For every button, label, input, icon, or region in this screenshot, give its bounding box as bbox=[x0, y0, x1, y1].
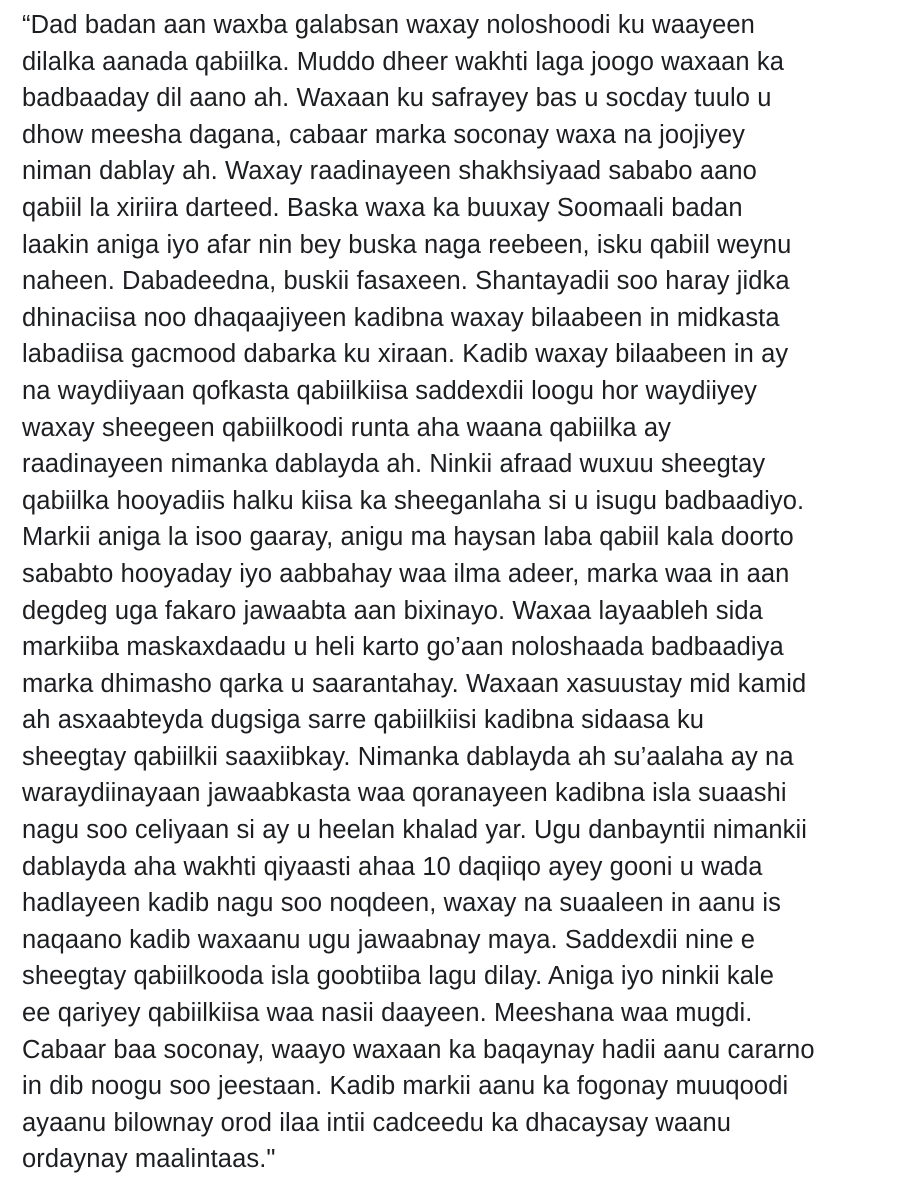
post-text-line: degdeg uga fakaro jawaabta aan bixinayo. Waxaa layaableh sida bbox=[22, 596, 763, 625]
post-text-line: dhow meesha dagana, cabaar marka soconay waxa na joojiyey bbox=[22, 120, 745, 149]
post-text-line: markiiba maskaxdaadu u heli karto go’aan noloshaada badbaadiya bbox=[22, 633, 784, 662]
post-text-line: ah asxaabteyda dugsiga sarre qabiilkiisi kadibna sidaasa ku bbox=[22, 706, 705, 735]
post-text-line: Cabaar baa soconay, waayo waxaan ka baqaynay hadii aanu cararno bbox=[22, 1035, 815, 1064]
post-text-line: laakin aniga iyo afar nin bey buska naga reebeen, isku qabiil weynu bbox=[22, 230, 792, 259]
post-text-line: marka dhimasho qarka u saarantahay. Waxaan xasuustay mid kamid bbox=[22, 669, 807, 698]
post-text-line: sheegtay qabiilkooda isla goobtiiba lagu dilay. Aniga iyo ninkii kale bbox=[22, 962, 775, 991]
post-text-line: dilalka aanada qabiilka. Muddo dheer wakhti laga joogo waxaan ka bbox=[22, 47, 784, 76]
post-text-line: naqaano kadib waxaanu ugu jawaabnay maya. Saddexdii nine e bbox=[22, 925, 756, 954]
post-text-line: ordaynay maalintaas." bbox=[22, 1145, 276, 1174]
post-text-line: na waydiiyaan qofkasta qabiilkiisa saddexdii loogu hor waydiiyey bbox=[22, 376, 757, 405]
post-text-line: nagu soo celiyaan si ay u heelan khalad yar. Ugu danbayntii nimankii bbox=[22, 816, 808, 845]
post-text-line: sababto hooyaday iyo aabbahay waa ilma adeer, marka waa in aan bbox=[22, 559, 790, 588]
post-text-line: raadinayeen nimanka dablayda ah. Ninkii afraad wuxuu sheegtay bbox=[22, 450, 766, 479]
post-text-line: labadiisa gacmood dabarka ku xiraan. Kadib waxay bilaabeen in ay bbox=[22, 340, 789, 369]
post-text-line: “Dad badan aan waxba galabsan waxay noloshoodi ku waayeen bbox=[22, 11, 755, 39]
post-text-line: dhinaciisa noo dhaqaajiyeen kadibna waxay bilaabeen in midkasta bbox=[22, 303, 780, 332]
post-text-line: dablayda aha wakhti qiyaasti ahaa 10 daqiiqo ayey gooni u wada bbox=[22, 852, 763, 881]
post-text-line: in dib noogu soo jeestaan. Kadib markii aanu ka fogonay muuqoodi bbox=[22, 1072, 789, 1101]
post-text-line: sheegtay qabiilkii saaxiibkay. Nimanka dablayda ah su’aalaha ay na bbox=[22, 742, 794, 771]
post-text-line: ee qariyey qabiilkiisa waa nasii daayeen. Meeshana waa mugdi. bbox=[22, 999, 753, 1028]
post-text-line: qabiilka hooyadiis halku kiisa ka sheeganlaha si u isugu badbaadiyo. bbox=[22, 486, 805, 515]
post-text-line: niman dablay ah. Waxay raadinayeen shakhsiyaad sababo aano bbox=[22, 157, 757, 186]
post-text-line: waraydiinayaan jawaabkasta waa qoranayeen kadibna isla suaashi bbox=[22, 779, 787, 808]
post-text-line: ayaanu bilownay orod ilaa intii cadceedu ka dhacaysay waanu bbox=[22, 1108, 732, 1137]
post-text-line: qabiil la xiriira darteed. Baska waxa ka buuxay Soomaali badan bbox=[22, 193, 743, 222]
post-text-line: naheen. Dabadeedna, buskii fasaxeen. Shantayadii soo haray jidka bbox=[22, 267, 790, 296]
post-text-line: badbaaday dil aano ah. Waxaan ku safrayey bas u socday tuulo u bbox=[22, 84, 772, 113]
post-text-body bbox=[22, 7, 892, 1178]
post-text-line: hadlayeen kadib nagu soo noqdeen, waxay na suaaleen in aanu is bbox=[22, 889, 782, 918]
post-text-line: Markii aniga la isoo gaaray, anigu ma haysan laba qabiil kala doorto bbox=[22, 523, 794, 552]
post-text-line: waxay sheegeen qabiilkoodi runta aha waana qabiilka ay bbox=[22, 413, 672, 442]
